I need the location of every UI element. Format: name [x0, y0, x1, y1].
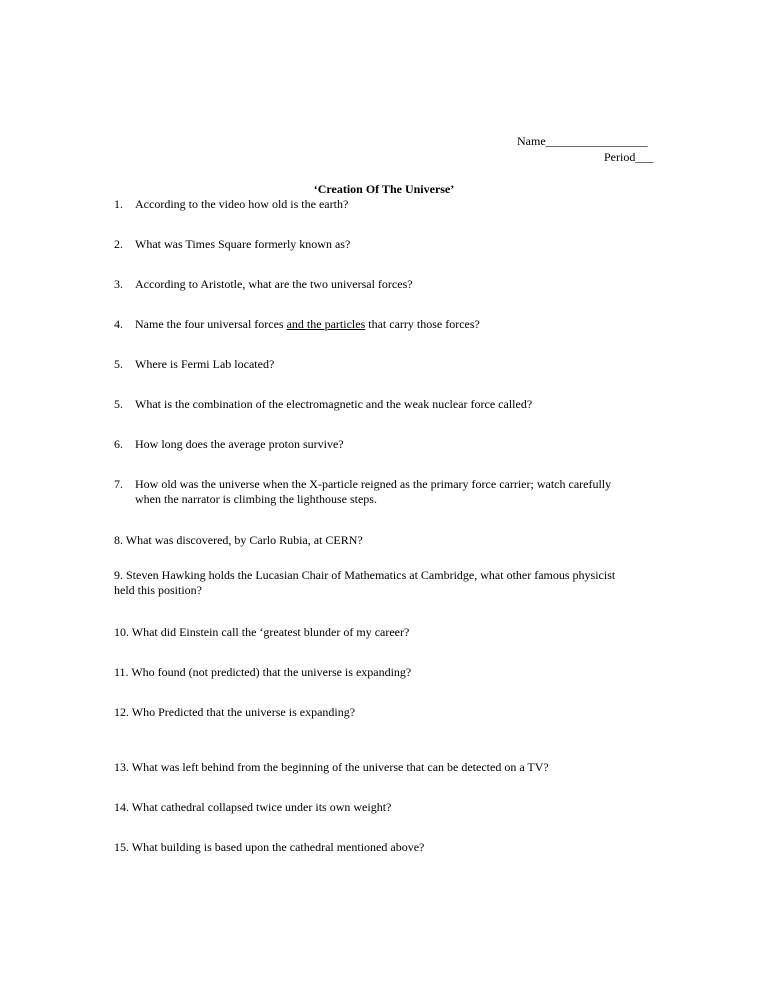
- question-number: 1.: [114, 197, 123, 211]
- question-item: [114, 760, 674, 775]
- question-text: 8. What was discovered, by Carlo Rubia, at CERN?: [114, 533, 363, 547]
- question-text: According to Aristotle, what are the two universal forces?: [135, 277, 413, 291]
- question-item: [114, 533, 674, 548]
- question-item: [114, 317, 674, 332]
- question-number: 5.: [114, 357, 123, 371]
- question-item: [114, 705, 674, 720]
- question-text: 11. Who found (not predicted) that the universe is expanding?: [114, 665, 412, 679]
- question-item: [114, 665, 674, 680]
- question-text: when the narrator is climbing the lighthouse steps.: [135, 492, 377, 506]
- underlined-text: and the particles: [286, 317, 366, 331]
- question-item: [114, 840, 674, 855]
- question-number: 6.: [114, 437, 123, 451]
- question-text: [135, 317, 480, 332]
- question-number: 5.: [114, 397, 123, 411]
- question-number: 3.: [114, 277, 123, 291]
- question-number: 4.: [114, 317, 123, 331]
- question-text: 10. What did Einstein call the ‘greatest blunder of my career?: [114, 625, 410, 639]
- question-item: [114, 477, 714, 507]
- question-text: What is the combination of the electromagnetic and the weak nuclear force called?: [135, 397, 533, 411]
- question-text-part: that carry those forces?: [365, 317, 480, 331]
- question-text: 15. What building is based upon the cathedral mentioned above?: [114, 840, 425, 854]
- question-text: How long does the average proton survive?: [135, 437, 344, 451]
- question-text: How old was the universe when the X-particle reigned as the primary force carrier; watch carefully: [135, 477, 612, 491]
- question-item: [114, 800, 674, 815]
- name-field-label: Name_________________: [517, 134, 648, 148]
- question-text: 13. What was left behind from the beginning of the universe that can be detected on a TV?: [114, 760, 549, 774]
- question-item: [114, 568, 714, 598]
- question-item: [114, 357, 674, 372]
- period-field-label: Period___: [604, 150, 654, 164]
- question-item: [114, 197, 674, 212]
- question-item: [114, 625, 674, 640]
- question-item: [114, 237, 674, 252]
- question-item: [114, 397, 694, 412]
- question-item: [114, 437, 674, 452]
- question-text: 14. What cathedral collapsed twice under its own weight?: [114, 800, 392, 814]
- question-text: According to the video how old is the earth?: [135, 197, 349, 211]
- worksheet-title: ‘Creation Of The Universe’: [313, 182, 455, 196]
- question-item: [114, 277, 674, 292]
- question-text-part: Name the four universal forces: [135, 317, 287, 331]
- question-text: held this position?: [114, 583, 202, 597]
- question-text: 12. Who Predicted that the universe is expanding?: [114, 705, 356, 719]
- question-text: 9. Steven Hawking holds the Lucasian Chair of Mathematics at Cambridge, what other famous physicist: [114, 568, 616, 582]
- question-text: Where is Fermi Lab located?: [135, 357, 275, 371]
- question-number: 2.: [114, 237, 123, 251]
- question-number: 7.: [114, 477, 123, 491]
- question-text: What was Times Square formerly known as?: [135, 237, 351, 251]
